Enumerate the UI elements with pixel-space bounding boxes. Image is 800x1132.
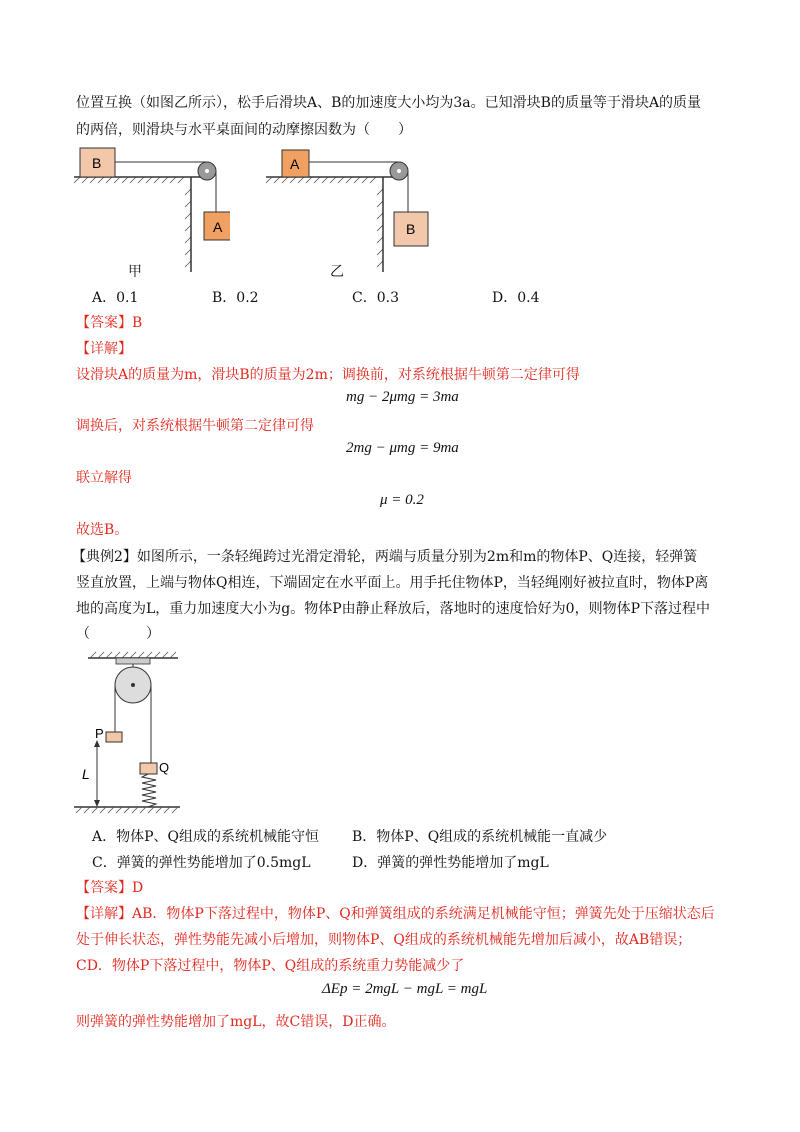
equation-3: μ = 0.2: [380, 492, 424, 508]
option-a: A．0.1: [92, 290, 139, 306]
detail-line: CD．物体P下落过程中，物体P、Q组成的系统重力势能减少了: [76, 958, 465, 974]
detail-line: 【详解】AB．物体P下落过程中，物体P、Q和弹簧组成的系统满足机械能守恒；弹簧先处于压缩状态后: [76, 906, 715, 922]
option-c: C．弹簧的弹性势能增加了0.5mgL: [92, 855, 311, 871]
block-b-label: B: [406, 221, 416, 237]
floor-hatch: [76, 807, 178, 813]
answer-label: 【答案】B: [76, 315, 143, 331]
detail-line: 则弹簧的弹性势能增加了mgL，故C错误，D正确。: [76, 1014, 396, 1030]
problem1-text-line2: 的两倍，则滑块与水平桌面间的动摩擦因数为（ ）: [76, 122, 412, 138]
detail-line: 处于伸长状态，弹性势能先减小后增加，则物体P、Q组成的系统机械能先增加后减小，故AB错误；: [76, 932, 692, 948]
detail-line: 设滑块A的质量为m，滑块B的质量为2m；调换前，对系统根据牛顿第二定律可得: [76, 367, 580, 383]
block-q: [140, 763, 157, 774]
block-a-label: A: [290, 156, 300, 172]
ceiling-hatch: [90, 652, 176, 658]
option-d: D．弹簧的弹性势能增加了mgL: [352, 855, 549, 871]
figure-yi: [262, 140, 437, 275]
block-b-label: B: [92, 155, 102, 171]
detail-line: 联立解得: [76, 470, 132, 486]
answer-label: 【答案】D: [76, 880, 144, 896]
table-hatch: [74, 177, 191, 267]
height-label: L: [82, 766, 90, 782]
figure-jia: [70, 140, 230, 275]
equation-2: 2mg − μmg = 9ma: [346, 440, 459, 456]
equation-energy: ΔEp = 2mgL − mgL = mgL: [322, 981, 488, 997]
spring-icon: [142, 774, 156, 807]
block-p-label: P: [95, 726, 104, 741]
detail-title: 【详解】: [76, 341, 132, 357]
detail-line: 故选B。: [76, 522, 129, 538]
figure-jia-caption: 甲: [128, 264, 142, 280]
option-c: C．0.3: [352, 290, 399, 306]
problem1-text-line1: 位置互换（如图乙所示），松手后滑块A、B的加速度大小均为3a。已知滑块B的质量等于滑块A的质量: [76, 95, 702, 111]
detail-line: 调换后，对系统根据牛顿第二定律可得: [76, 418, 314, 434]
equation-1: mg − 2μmg = 3ma: [346, 389, 459, 405]
figure-yi-caption: 乙: [330, 264, 344, 280]
block-p: [106, 732, 122, 742]
option-b: B．物体P、Q组成的系统机械能一直减少: [352, 829, 608, 845]
problem2-text-line4: （ ）: [76, 626, 160, 642]
problem2-text-line3: 地的高度为L，重力加速度大小为g。物体P由静止释放后，落地时的速度恰好为0，则物体P下落过程中: [76, 601, 711, 617]
table-hatch: [266, 177, 383, 267]
option-b: B．0.2: [212, 290, 259, 306]
block-a-label: A: [213, 219, 223, 235]
problem2-text-line2: 竖直放置，上端与物体Q相连，下端固定在水平面上。用手托住物体P，当轻绳刚好被拉直时，物体P离: [76, 575, 709, 591]
figure-pulley-spring: [70, 648, 190, 818]
block-q-label: Q: [159, 760, 170, 775]
problem2-text-line1: 【典例2】如图所示，一条轻绳跨过光滑定滑轮，两端与质量分别为2m和m的物体P、Q连接，轻弹簧: [72, 549, 698, 565]
option-a: A．物体P、Q组成的系统机械能守恒: [92, 829, 320, 845]
option-d: D．0.4: [492, 290, 540, 306]
